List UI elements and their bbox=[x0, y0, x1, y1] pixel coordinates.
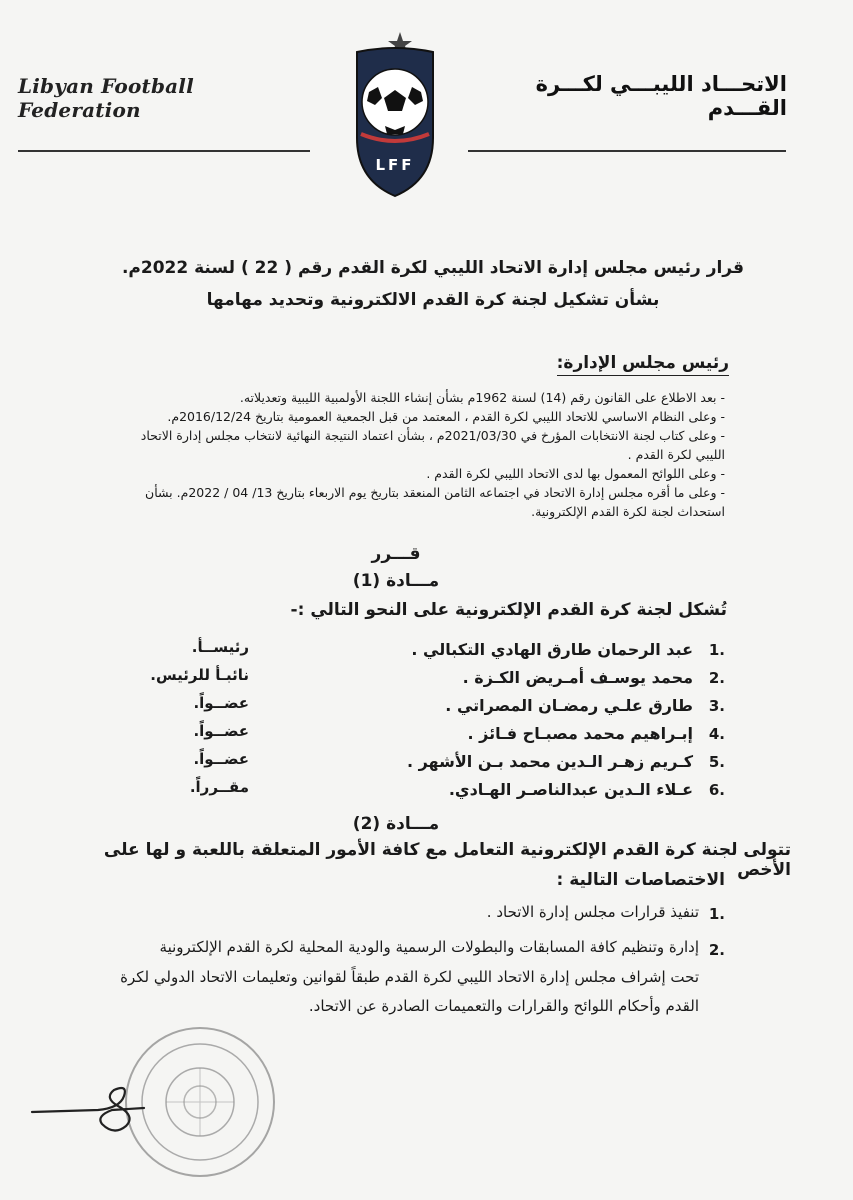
member-number: 4. bbox=[708, 725, 725, 743]
member-number: 3. bbox=[708, 697, 725, 715]
article2-intro-cont: الاختصاصات التالية : bbox=[556, 870, 725, 890]
article2-intro: تتولى لجنة كرة القدم الإلكترونية التعامل مع كافة الأمور المتعلقة باللعبة و لها على الأخص bbox=[103, 840, 791, 880]
preamble-item: - وعلى ما أقره مجلس إدارة الاتحاد في اجتماعه الثامن المنعقد بتاريخ يوم الاربعاء بتاريخ 13/ 04 / 2022م. بشأن bbox=[145, 485, 725, 500]
member-role: نائبـأ للرئيس. bbox=[150, 666, 249, 684]
article2-heading: مـــادة (2) bbox=[352, 814, 440, 834]
member-role: مقــرراً. bbox=[189, 778, 249, 796]
member-role: عضــواً. bbox=[193, 694, 249, 712]
member-name: عـلاء الـدين عبدالناصـر الهـادي. bbox=[448, 780, 693, 799]
article1-intro: تُشكل لجنة كرة القدم الإلكترونية على النحو التالي :- bbox=[290, 600, 727, 620]
member-name: كـريم زهـر الـدين محمد بـن الأشهر . bbox=[406, 752, 693, 771]
preamble-item: الليبي لكرة القدم . bbox=[627, 447, 725, 462]
preamble-list bbox=[125, 388, 725, 521]
decision-title-line1: قرار رئيس مجلس إدارة الاتحاد الليبي لكرة القدم رقم ( 22 ) لسنة 2022م. bbox=[121, 258, 745, 278]
duty-text: القدم وأحكام اللوائح والقرارات والتعميمات الصادرة عن الاتحاد. bbox=[308, 997, 699, 1015]
member-name: طارق علـي رمضـان المصراتي . bbox=[445, 696, 693, 715]
header-rule-left bbox=[18, 150, 310, 152]
arabic-federation-name: الاتحـــاد الليبـــي لكـــرة القـــدم bbox=[535, 72, 787, 120]
decision-title-line2: بشأن تشكيل لجنة كرة القدم الالكترونية وتحديد مهامها bbox=[206, 290, 660, 310]
member-number: 5. bbox=[708, 753, 725, 771]
member-role: عضــواً. bbox=[193, 750, 249, 768]
member-role: رئيســأ. bbox=[191, 638, 249, 656]
duty-text: تنفيذ قرارات مجلس إدارة الاتحاد . bbox=[486, 903, 699, 921]
decision-heading: قـــرر bbox=[371, 544, 421, 564]
preamble-heading: رئيس مجلس الإدارة: bbox=[557, 353, 729, 373]
federation-logo bbox=[345, 30, 445, 200]
duty-text: تحت إشراف مجلس إدارة الاتحاد الليبي لكرة القدم طبقاً لقوانين وتعليمات الاتحاد الدولي لكرة bbox=[120, 968, 699, 986]
article1-heading: مـــادة (1) bbox=[352, 571, 440, 591]
duty-number: 2. bbox=[708, 941, 725, 959]
duty-text: إدارة وتنظيم كافة المسابقات والبطولات الرسمية والودية المحلية لكرة القدم الإلكترونية bbox=[159, 938, 699, 956]
header-rule-right bbox=[468, 150, 786, 152]
member-name: عبد الرحمان طارق الهادي التكبالي . bbox=[411, 640, 693, 659]
member-role: عضــواً. bbox=[193, 722, 249, 740]
preamble-item: - وعلى اللوائح المعمول بها لدى الاتحاد الليبي لكرة القدم . bbox=[426, 466, 725, 481]
member-name: إبـراهيم محمد مصبـاح فـائز . bbox=[467, 724, 693, 743]
english-federation-name: Libyan Football Federation bbox=[18, 74, 194, 122]
signature bbox=[28, 1080, 148, 1140]
member-number: 6. bbox=[708, 781, 725, 799]
member-name: محمد يوسـف أمـريض الكـزة . bbox=[462, 668, 693, 687]
duty-number: 1. bbox=[708, 905, 725, 923]
preamble-item: استحداث لجنة لكرة القدم الإلكترونية. bbox=[531, 504, 725, 519]
member-number: 2. bbox=[708, 669, 725, 687]
preamble-item: - وعلى النظام الاساسي للاتحاد الليبي لكرة القدم ، المعتمد من قبل الجمعية العمومية بتاريخ 2016/12/24م. bbox=[167, 409, 725, 424]
preamble-item: - وعلى كتاب لجنة الانتخابات المؤرخ في 2021/03/30م ، بشأن اعتماد النتيجة النهائية لانتخاب مجلس إدارة الاتحاد bbox=[140, 428, 725, 443]
logo-letters: LFF bbox=[375, 156, 415, 174]
preamble-item: - بعد الاطلاع على القانون رقم (14) لسنة 1962م بشأن إنشاء اللجنة الأولمبية الليبية وتعديلاته. bbox=[239, 390, 725, 405]
member-number: 1. bbox=[708, 641, 725, 659]
